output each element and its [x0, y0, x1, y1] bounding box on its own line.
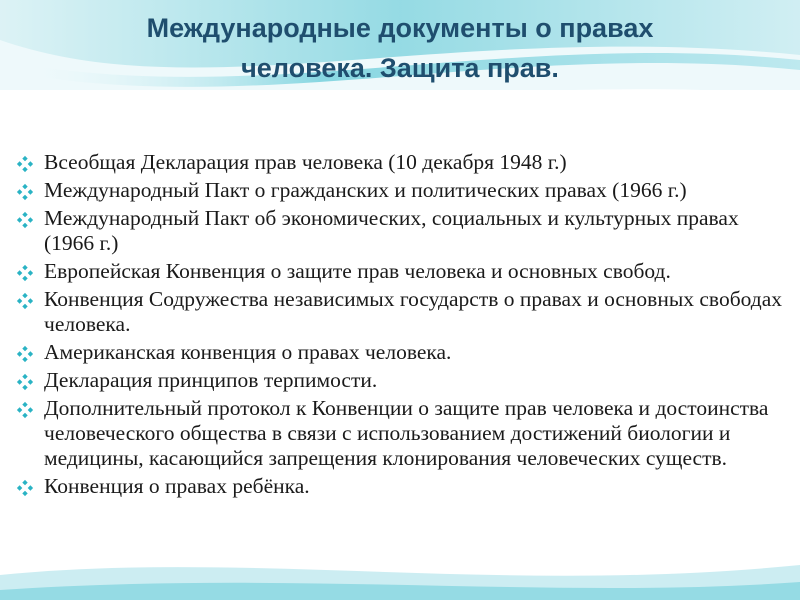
title-line-1: Международные документы о правах: [146, 13, 654, 43]
list-item-label: Конвенция Содружества независимых государств о правах и основных свободах человека.: [44, 287, 782, 336]
list-item-declaration: [14, 150, 784, 175]
footer-wave-decoration: [0, 520, 800, 600]
list-item-label: Конвенция о правах ребёнка.: [44, 474, 310, 498]
diamond-cluster-icon: [16, 345, 34, 363]
list-item-american-convention: [14, 340, 784, 365]
diamond-cluster-icon: [16, 211, 34, 229]
list-item-label: Международный Пакт об экономических, социальных и культурных правах (1966 г.): [44, 206, 739, 255]
documents-list: [14, 150, 784, 502]
list-item-label: Европейская Конвенция о защите прав человека и основных свобод.: [44, 259, 671, 283]
page-title: [40, 8, 760, 88]
diamond-cluster-icon: [16, 183, 34, 201]
list-item-label: Дополнительный протокол к Конвенции о защите прав человека и достоинства человеческого общества в связи с использованием достижений биологии и медицины, касающийся запрещения клонирования человеческих существ.: [44, 396, 769, 470]
title-line-2: человека. Защита прав.: [241, 53, 559, 83]
list-item-child-rights: [14, 474, 784, 499]
diamond-cluster-icon: [16, 401, 34, 419]
list-item-label: Международный Пакт о гражданских и политических правах (1966 г.): [44, 178, 687, 202]
list-item-tolerance-declaration: [14, 368, 784, 393]
list-item-cloning-protocol: [14, 396, 784, 471]
list-item-label: Американская конвенция о правах человека.: [44, 340, 452, 364]
list-item-civil-pact: [14, 178, 784, 203]
list-item-cis-convention: [14, 287, 784, 337]
list-item-label: Декларация принципов терпимости.: [44, 368, 378, 392]
list-item-economic-pact: [14, 206, 784, 256]
list-item-label: Всеобщая Декларация прав человека (10 декабря 1948 г.): [44, 150, 567, 174]
diamond-cluster-icon: [16, 264, 34, 282]
diamond-cluster-icon: [16, 479, 34, 497]
diamond-cluster-icon: [16, 373, 34, 391]
list-item-european-convention: [14, 259, 784, 284]
diamond-cluster-icon: [16, 155, 34, 173]
diamond-cluster-icon: [16, 292, 34, 310]
